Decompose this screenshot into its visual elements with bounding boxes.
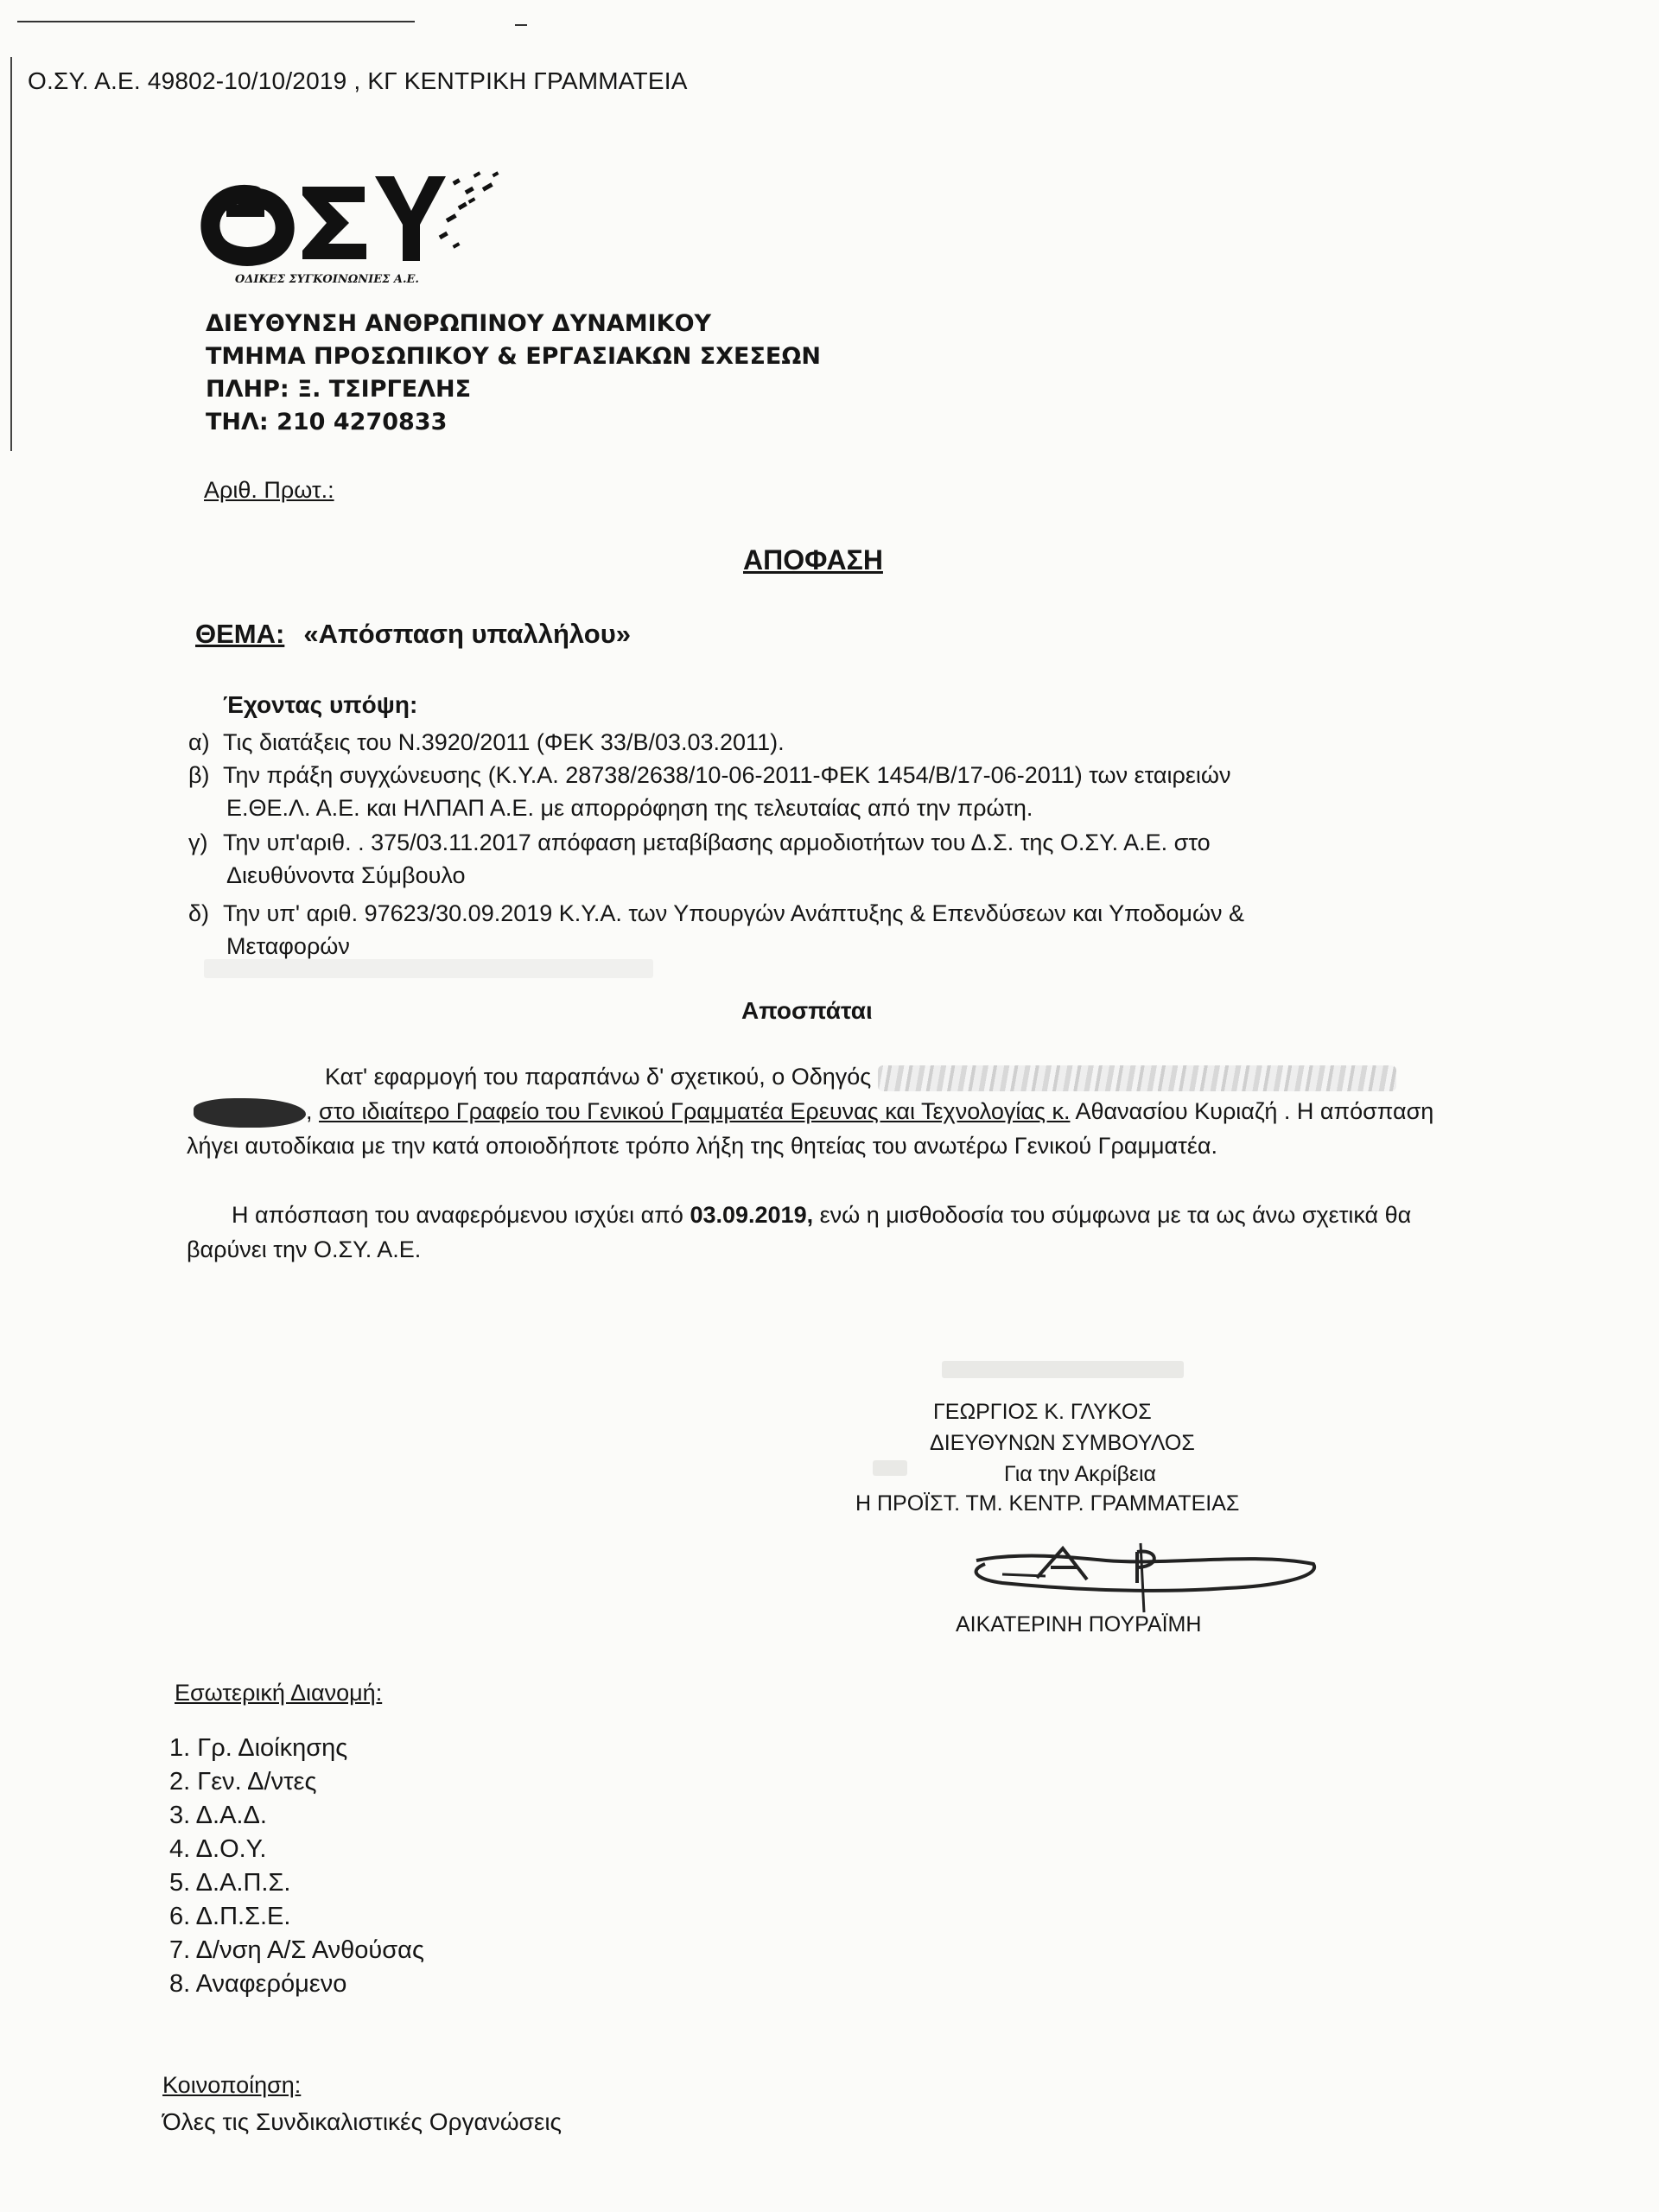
logo-subtitle: ΟΔΙΚΕΣ ΣΥΓΚΟΙΝΩΝΙΕΣ Α.Ε. — [235, 273, 419, 286]
subject-text: «Απόσπαση υπαλλήλου» — [303, 619, 631, 649]
list-item: 4. Δ.Ο.Υ. — [169, 1835, 267, 1863]
consideration-text: Την υπ' αριθ. 97623/30.09.2019 Κ.Υ.Α. των Υπουργών Ανάπτυξης & Επενδύσεων και Υποδομών & — [223, 900, 1245, 926]
comma: , — [306, 1098, 313, 1124]
list-item: 5. Δ.Α.Π.Σ. — [169, 1869, 291, 1897]
consideration-continuation: Διευθύνοντα Σύμβουλο — [226, 862, 466, 888]
notification-title: Κοινοποίηση: — [162, 2072, 302, 2098]
effective-text-rest: ενώ η μισθοδοσία του σύμφωνα με τα ως άνω σχετικά θα βαρύνει την Ο.ΣΥ. Α.Ε. — [187, 1202, 1412, 1262]
top-rule-dash — [515, 24, 527, 26]
distribution-title: Εσωτερική Διανομή: — [175, 1680, 383, 1706]
subject-line — [195, 619, 631, 650]
logo-text: ΟΣΥ — [200, 143, 230, 157]
decision-text-rest: Αθανασίου Κυριαζή . Η απόσπαση λήγει αυτοδίκαια με την κατά οποιοδήποτε τρόπο λήξη της θητείας του ανωτέρω Γενικού Γραμματέα. — [187, 1098, 1434, 1159]
certifier-role: Η ΠΡΟΪΣΤ. ΤΜ. ΚΕΝΤΡ. ΓΡΑΜΜΑΤΕΙΑΣ — [855, 1491, 1240, 1516]
notification-text: Όλες τις Συνδικαλιστικές Οργανώσεις — [162, 2108, 563, 2135]
scan-ghost — [942, 1361, 1184, 1378]
decision-label: Αποσπάται — [741, 997, 873, 1024]
consideration-number: β) — [188, 762, 210, 788]
signatory-role: ΔΙΕΥΘΥΝΩΝ ΣΥΜΒΟΥΛΟΣ — [930, 1431, 1195, 1455]
department-line: ΔΙΕΥΘΥΝΣΗ ΑΝΘΡΩΠΙΝΟΥ ΔΥΝΑΜΙΚΟΥ — [206, 310, 712, 337]
consideration-number: γ) — [188, 830, 208, 855]
list-item: 8. Αναφερόμενο — [169, 1970, 347, 1998]
protocol-number-label: Αριθ. Πρωτ.: — [204, 477, 334, 503]
list-item: 3. Δ.Α.Δ. — [169, 1802, 267, 1829]
top-rule — [17, 21, 415, 22]
phone-line: ΤΗΛ: 210 4270833 — [206, 409, 448, 435]
effective-date: 03.09.2019, — [690, 1202, 814, 1228]
accuracy-label: Για την Ακρίβεια — [1004, 1462, 1156, 1486]
consideration-item — [188, 897, 1467, 963]
subject-label: ΘΕΜΑ: — [195, 619, 285, 649]
handwritten-signature — [968, 1526, 1322, 1621]
list-item: 7. Δ/νση Α/Σ Ανθούσας — [169, 1936, 424, 1964]
scan-ghost — [873, 1460, 907, 1476]
document-title: ΑΠΟΦΑΣΗ — [743, 544, 883, 575]
redacted-name — [878, 1065, 1396, 1091]
consideration-continuation: Μεταφορών — [226, 933, 350, 959]
osy-logo — [200, 143, 520, 292]
consideration-text: Την υπ'αριθ. . 375/03.11.2017 απόφαση μεταβίβασης αρμοδιοτήτων του Δ.Σ. της Ο.ΣΥ. Α.Ε. στο — [223, 830, 1211, 855]
consideration-continuation: Ε.ΘΕ.Λ. Α.Ε. και ΗΛΠΑΠ Α.Ε. με απορρόφηση της τελευταίας από την πρώτη. — [226, 795, 1033, 821]
redacted-mark — [194, 1098, 306, 1128]
list-item: 2. Γεν. Δ/ντες — [169, 1768, 317, 1796]
consideration-item — [188, 759, 1467, 824]
consideration-item — [188, 726, 1467, 759]
reference-line: Ο.ΣΥ. Α.Ε. 49802-10/10/2019 , ΚΓ ΚΕΝΤΡΙΚΗ ΓΡΑΜΜΑΤΕΙΑ — [28, 67, 688, 94]
destination-office: στο ιδιαίτερο Γραφείο του Γενικού Γραμματέα Ερευνας και Τεχνολογίας κ. — [319, 1098, 1071, 1124]
consideration-number: δ) — [188, 900, 210, 926]
department-block — [206, 308, 821, 439]
decision-paragraph — [187, 1059, 1457, 1163]
list-item: 6. Δ.Π.Σ.Ε. — [169, 1903, 291, 1930]
consideration-text: Τις διατάξεις του Ν.3920/2011 (ΦΕΚ 33/Β/03.03.2011). — [223, 729, 785, 755]
effective-text-start: Η απόσπαση του αναφερόμενου ισχύει από — [232, 1202, 683, 1228]
signatory-name: ΓΕΩΡΓΙΟΣ Κ. ΓΛΥΚΟΣ — [933, 1400, 1152, 1424]
consideration-number: α) — [188, 729, 210, 755]
certifier-name: ΑΙΚΑΤΕΡΙΝΗ ΠΟΥΡΑΪΜΗ — [956, 1612, 1202, 1637]
contact-person-line: ΠΛΗΡ: Ξ. ΤΣΙΡΓΕΛΗΣ — [206, 376, 472, 403]
considering-label: Έχοντας υπόψη: — [223, 691, 418, 718]
decision-text-start: Κατ' εφαρμογή του παραπάνω δ' σχετικού, ο Οδηγός — [325, 1064, 872, 1090]
consideration-item — [188, 826, 1467, 892]
section-line: ΤΜΗΜΑ ΠΡΟΣΩΠΙΚΟΥ & ΕΡΓΑΣΙΑΚΩΝ ΣΧΕΣΕΩΝ — [206, 343, 821, 370]
effective-date-paragraph — [187, 1198, 1457, 1267]
distribution-list — [169, 1732, 424, 2001]
consideration-text: Την πράξη συγχώνευσης (Κ.Υ.Α. 28738/2638/10-06-2011-ΦΕΚ 1454/Β/17-06-2011) των εταιρειών — [223, 762, 1231, 788]
list-item: 1. Γρ. Διοίκησης — [169, 1734, 348, 1762]
left-margin-rule — [10, 57, 12, 451]
